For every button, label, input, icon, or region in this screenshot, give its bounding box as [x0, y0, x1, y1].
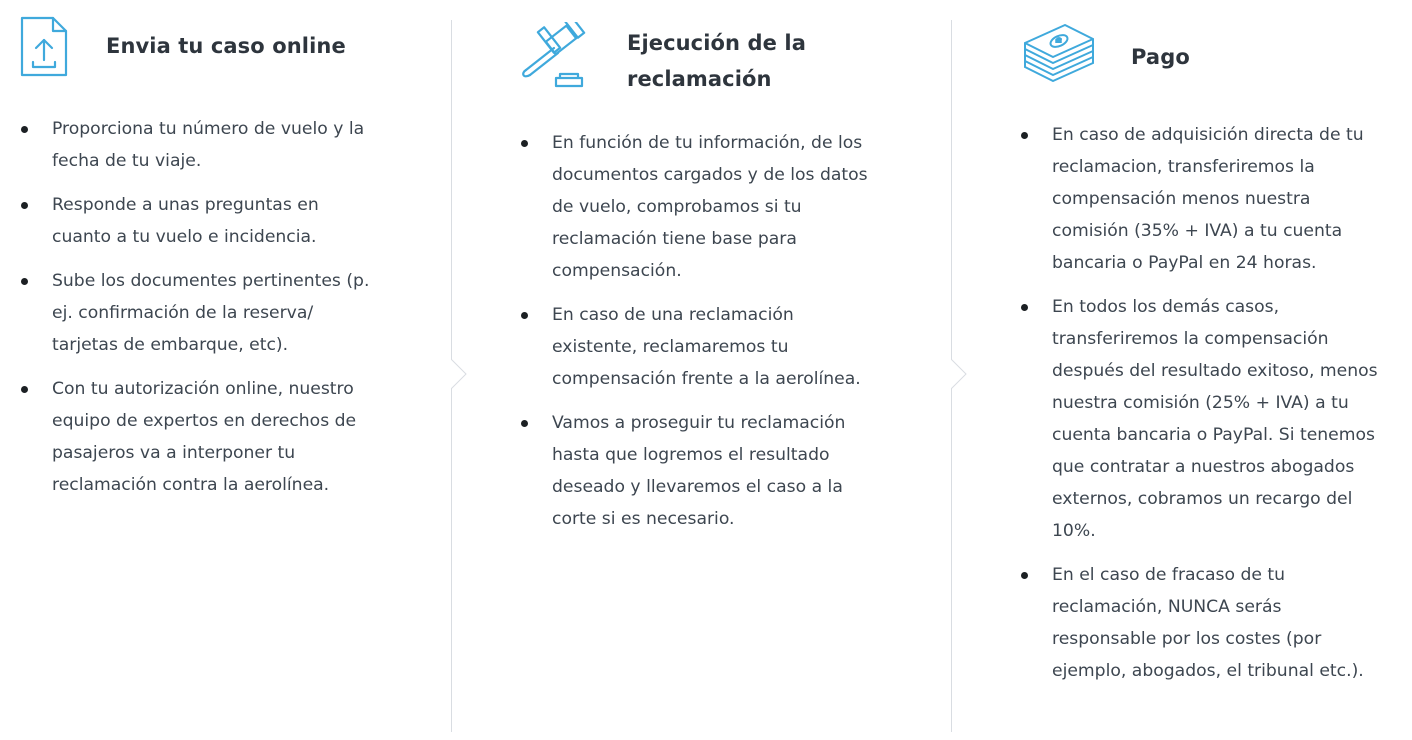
list-item: Proporciona tu número de vuelo y la fecha de tu viaje. [52, 113, 382, 177]
list-item: En el caso de fracaso de tu reclamación, NUNCA serás responsable por los costes (por ejemplo, abogados, el tribunal etc.). [1052, 559, 1387, 687]
list-item: Sube los documentes pertinentes (p. ej. confirmación de la reserva/ tarjetas de embarque, etc). [52, 265, 382, 361]
step-title: Pago [1131, 45, 1190, 69]
list-item: Vamos a proseguir tu reclamación hasta que logremos el resultado deseado y llevaremos el caso a la corte si es necesario. [552, 407, 882, 535]
list-item: En función de tu información, de los documentos cargados y de los datos de vuelo, comprobamos si tu reclamación tiene base para compensación. [552, 127, 882, 287]
step-payment [952, 0, 1412, 740]
list-item: Con tu autorización online, nuestro equipo de expertos en derechos de pasajeros va a interponer tu reclamación contra la aerolínea. [52, 373, 382, 501]
step-title: Ejecución de la reclamación [627, 31, 806, 91]
list-item: En caso de adquisición directa de tu reclamacion, transferiremos la compensación menos nuestra comisión (35% + IVA) a tu cuenta bancaria o PayPal en 24 horas. [1052, 119, 1387, 279]
step-bullet-list [52, 113, 382, 513]
step-bullet-list [1052, 119, 1387, 699]
list-item: Responde a unas preguntas en cuanto a tu vuelo e incidencia. [52, 189, 382, 253]
step-title: Envia tu caso online [106, 34, 346, 58]
gavel-icon [518, 22, 590, 90]
money-stack-icon [1021, 21, 1097, 85]
list-item: En caso de una reclamación existente, reclamaremos tu compensación frente a la aerolínea. [552, 299, 882, 395]
step-claim-execution [452, 0, 951, 740]
upload-file-icon [20, 16, 68, 78]
list-item: En todos los demás casos, transferiremos la compensación después del resultado exitoso, menos nuestra comisión (25% + IVA) a tu cuenta bancaria o PayPal. Si tenemos que contratar a nuestros abogados externos, cobramos un recargo del 10%. [1052, 291, 1387, 547]
step-bullet-list [552, 127, 882, 547]
step-submit-case [0, 0, 451, 740]
